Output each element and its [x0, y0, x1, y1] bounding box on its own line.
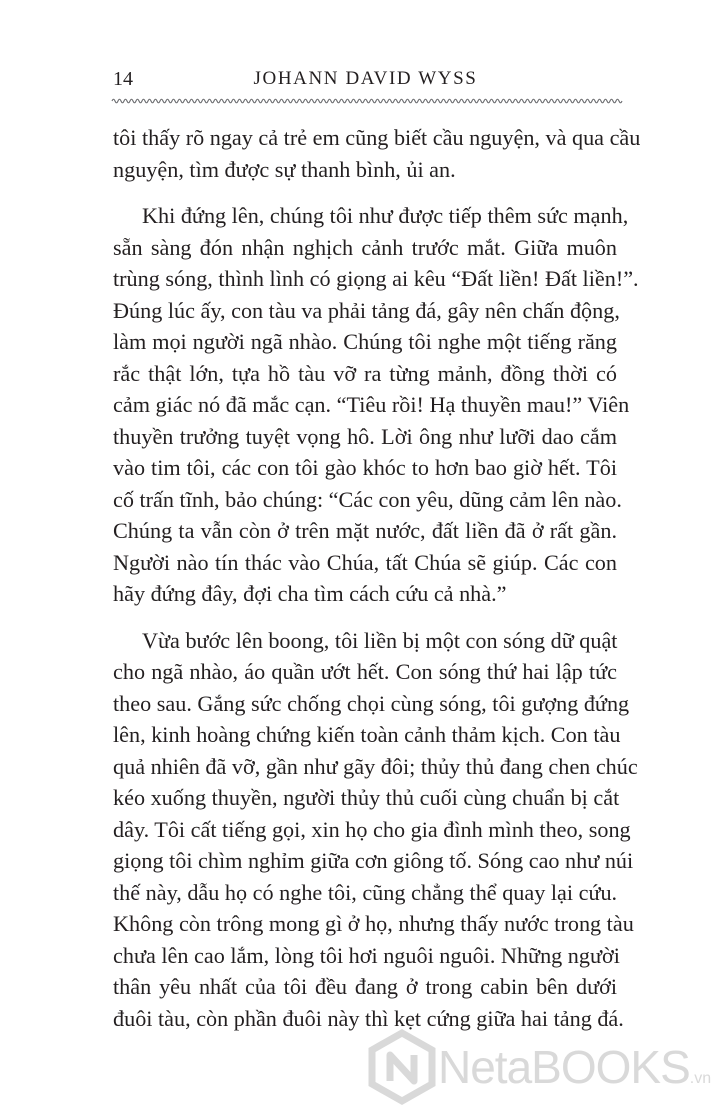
text-line: Không còn trông mong gì ở họ, nhưng thấy nước trong tàu [113, 911, 634, 936]
text-line: làm mọi người ngã nhào. Chúng tôi nghe một tiếng răng [113, 329, 617, 354]
paragraph-gap [113, 610, 617, 625]
text-line: theo sau. Gắng sức chống chọi cùng sóng, tôi gượng đứng [113, 690, 630, 716]
page-number: 14 [113, 68, 133, 90]
text-line: quả nhiên đã vỡ, gần như gãy đôi; thủy thủ đang chen chúc [113, 753, 638, 779]
text-line: sẵn sàng đón nhận nghịch cảnh trước mắt. Giữa muôn [113, 234, 617, 260]
paragraph [113, 122, 641, 185]
text-line: rắc thật lớn, tựa hồ tàu vỡ ra từng mảnh, đồng thời có [113, 360, 617, 386]
text-line: cảm giác nó đã mắc cạn. “Tiêu rồi! Hạ thuyền mau!” Viên [113, 392, 630, 417]
body-text [113, 122, 641, 1034]
text-line: đuôi tàu, còn phần đuôi này thì kẹt cứng giữa hai tảng đá. [113, 1005, 624, 1031]
running-head: JOHANN DAVID WYSS [253, 68, 478, 89]
text-line: cho ngã nhào, áo quần ướt hết. Con sóng thứ hai lập tức [113, 659, 617, 684]
text-line: Vừa bước lên boong, tôi liền bị một con sóng dữ quật [142, 627, 618, 653]
text-line: Người nào tín thác vào Chúa, tất Chúa sẽ giúp. Các con [113, 549, 617, 575]
watermark [362, 1022, 711, 1112]
text-line: thân yêu nhất của tôi đều đang ở trong cabin bên dưới [113, 974, 617, 999]
paragraph [113, 625, 638, 1035]
text-line: chưa lên cao lắm, lòng tôi hơi nguôi nguôi. Những người [113, 942, 620, 968]
text-line: lên, kinh hoàng chứng kiến toàn cảnh thảm kịch. Con tàu [113, 722, 621, 747]
text-line: Đúng lúc ấy, con tàu va phải tảng đá, gây nên chấn động, [113, 297, 620, 323]
text-line: Chúng ta vẫn còn ở trên mặt nước, đất liền đã ở rất gần. [113, 518, 617, 543]
paragraph [113, 200, 639, 610]
text-line: tôi thấy rõ ngay cả trẻ em cũng biết cầu nguyện, và qua cầu [113, 125, 641, 150]
text-line: dây. Tôi cất tiếng gọi, xin họ cho gia đình mình theo, song [113, 816, 631, 842]
text-line: Khi đứng lên, chúng tôi như được tiếp thêm sức mạnh, [142, 203, 629, 228]
text-line: giọng tôi chìm nghỉm giữa cơn giông tố. Sóng cao như núi [113, 848, 634, 873]
page-header [113, 66, 618, 96]
text-line: thuyền trưởng tuyệt vọng hô. Lời ông như lưỡi dao cắm [113, 423, 617, 449]
text-line: kéo xuống thuyền, người thủy thủ cuối cùng chuẩn bị cắt [113, 785, 620, 810]
watermark-text [438, 1041, 711, 1093]
text-line: trùng sóng, thình lình có giọng ai kêu “Đất liền! Đất liền!”. [113, 266, 639, 291]
text-line: vào tim tôi, các con tôi gào khóc to hơn bao giờ hết. Tôi [113, 455, 617, 480]
text-line: cố trấn tĩnh, bảo chúng: “Các con yêu, dũng cảm lên nào. [113, 486, 622, 512]
text-line: hãy đứng đây, đợi cha tìm cách cứu cả nhà.” [113, 581, 507, 606]
watermark-brand: NetaBOOKS [438, 1041, 690, 1093]
text-line: thế này, dẫu họ có nghe tôi, cũng chẳng thể quay lại cứu. [113, 879, 618, 905]
text-line: nguyện, tìm được sự thanh bình, ủi an. [113, 156, 456, 182]
netabooks-n-logo-icon [362, 1027, 442, 1107]
paragraph-gap [113, 185, 617, 200]
wavy-rule-divider [112, 96, 618, 106]
watermark-suffix: .vn [689, 1070, 711, 1087]
